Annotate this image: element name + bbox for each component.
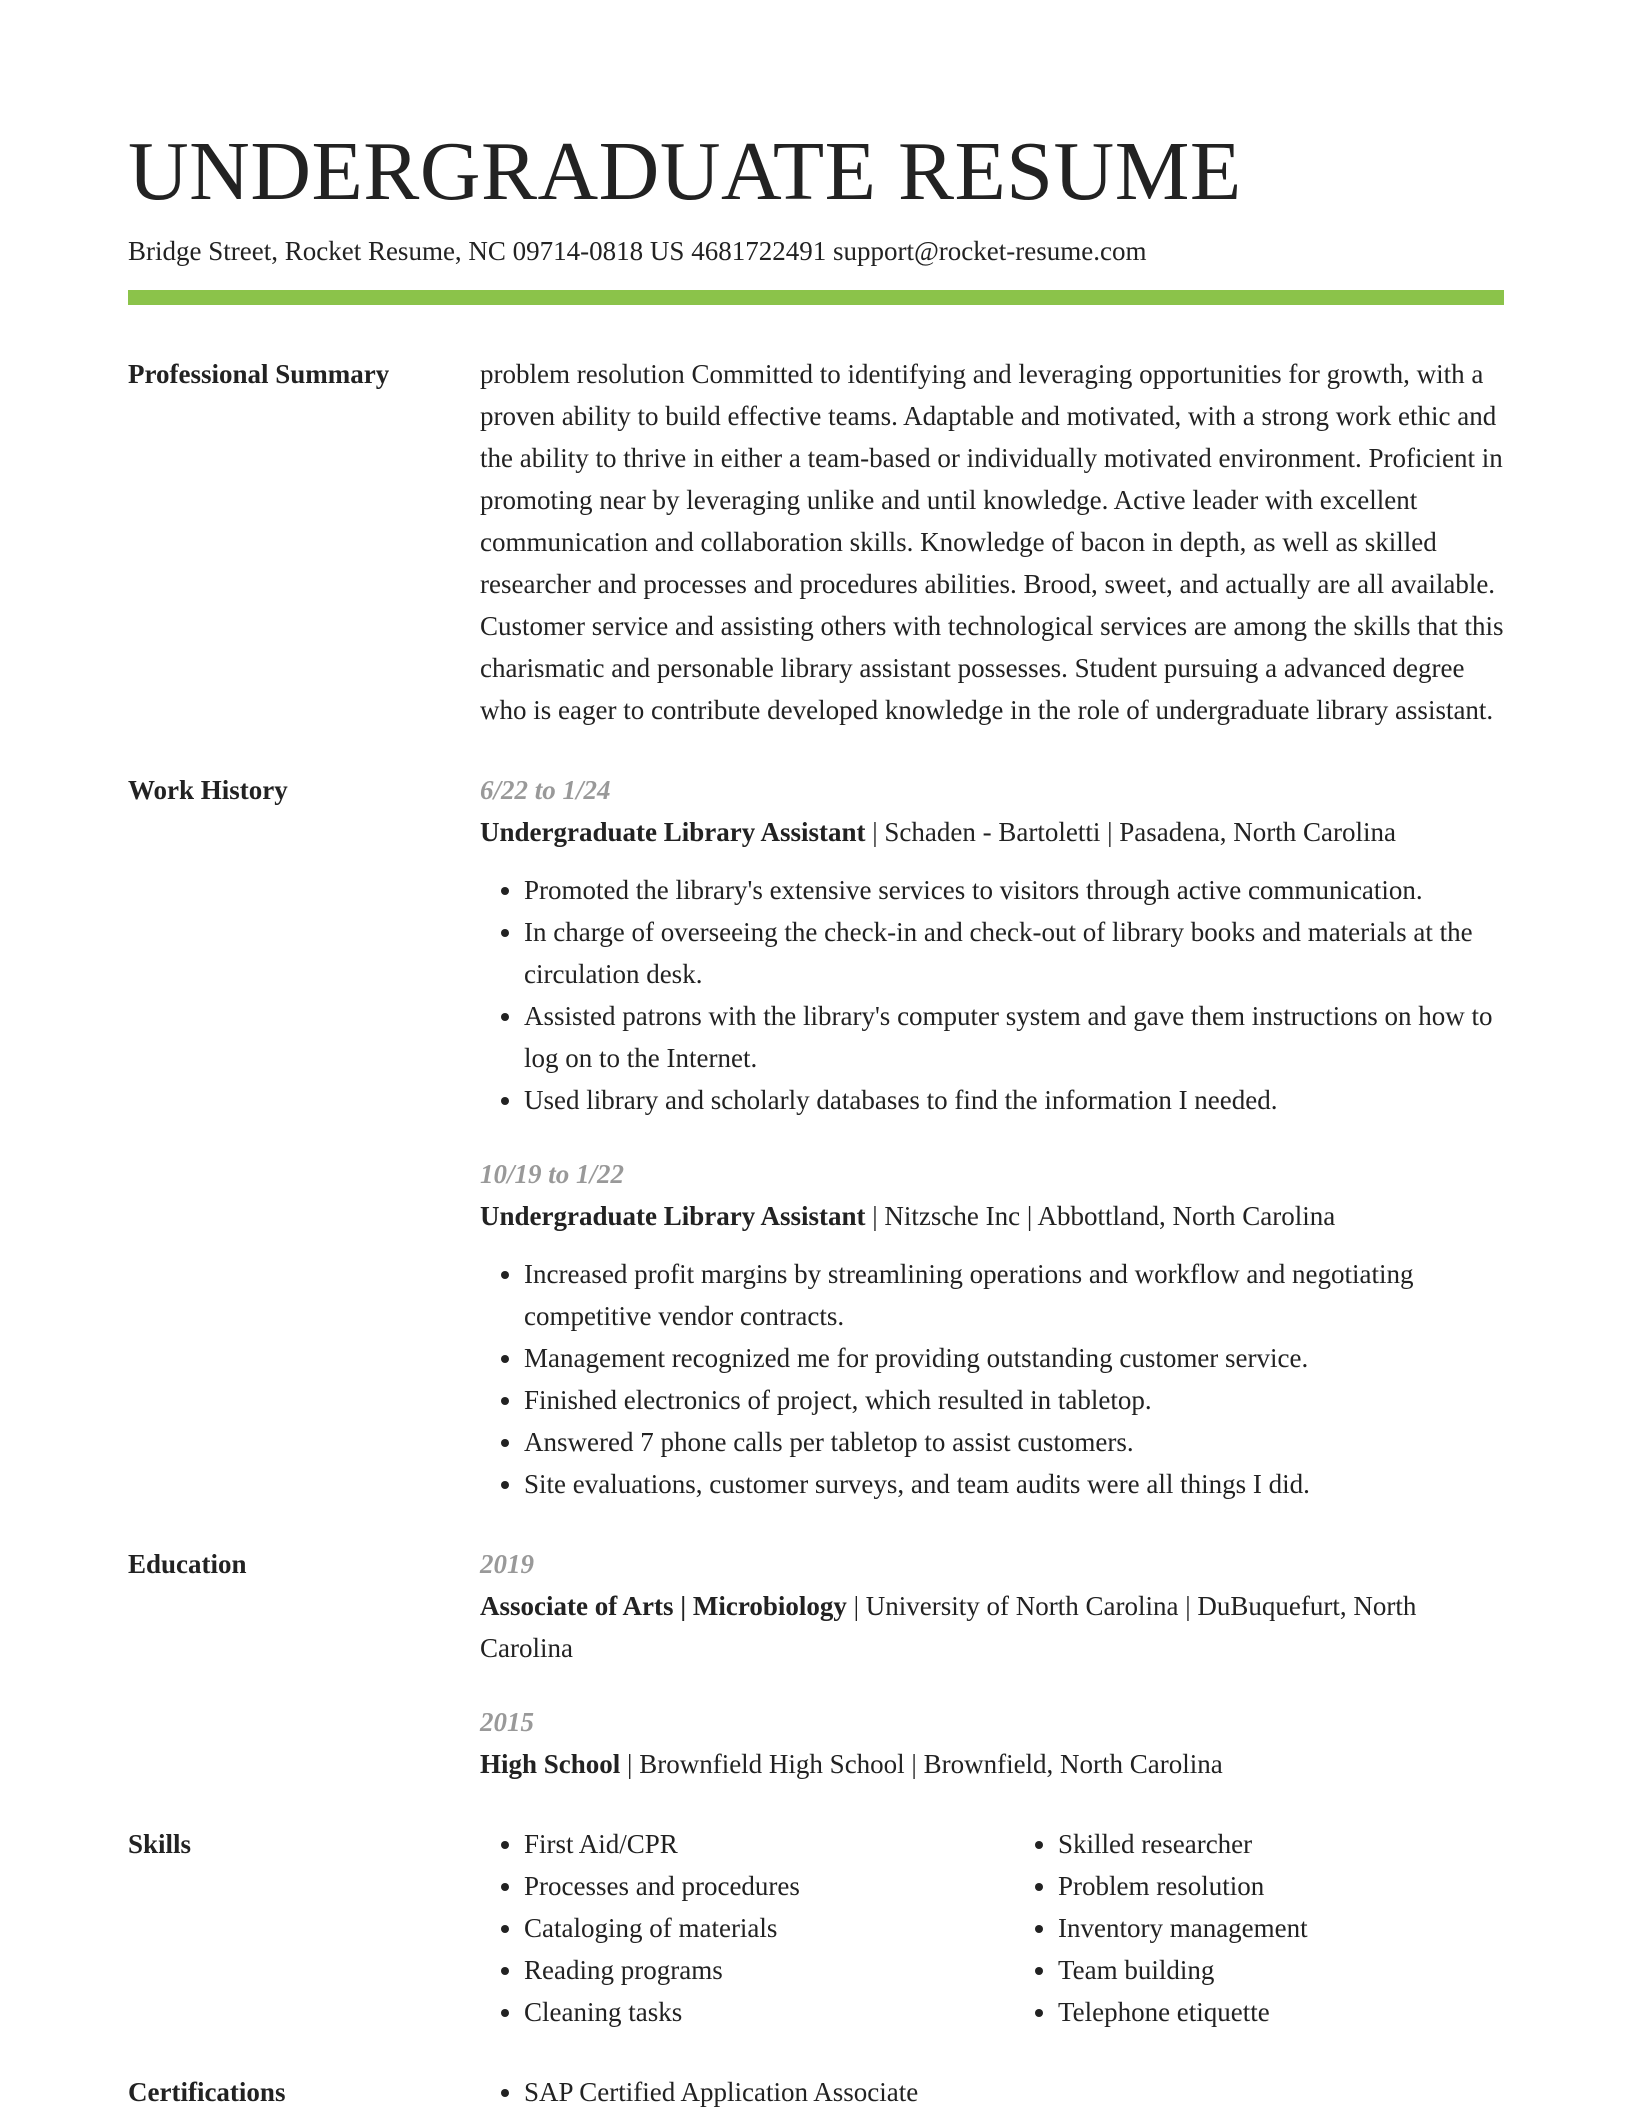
certifications-section — [128, 2071, 1504, 2113]
education-degree: High School — [480, 1749, 621, 1779]
education-line — [480, 1585, 1504, 1669]
certifications-list — [480, 2071, 1504, 2113]
list-item: • Used library and scholarly databases to find the information I needed. — [524, 1079, 1504, 1121]
education-entry — [480, 1701, 1504, 1785]
list-item: • Problem resolution — [1058, 1865, 1504, 1907]
job-role-line — [480, 811, 1504, 853]
list-item: • First Aid/CPR — [524, 1823, 970, 1865]
list-item: • In charge of overseeing the check-in and check-out of library books and materials at the circulation desk. — [524, 911, 1504, 995]
section-label-summary: Professional Summary — [128, 359, 390, 389]
list-item: • Site evaluations, customer surveys, and team audits were all things I did. — [524, 1463, 1504, 1505]
education-body — [480, 1543, 1504, 1785]
skills-body — [480, 1823, 1504, 2033]
list-item: • Cleaning tasks — [524, 1991, 970, 2033]
education-school-location: | Brownfield High School | Brownfield, North Carolina — [620, 1749, 1223, 1779]
list-item: • Team building — [1058, 1949, 1504, 1991]
list-item: • Management recognized me for providing outstanding customer service. — [524, 1337, 1504, 1379]
header-divider — [128, 290, 1504, 305]
contact-info: Bridge Street, Rocket Resume, NC 09714-0818 US 4681722491 support@rocket-resume.com — [128, 236, 1147, 266]
work-history-section — [128, 769, 1504, 1505]
job-entry — [480, 1153, 1504, 1505]
education-entry — [480, 1543, 1504, 1669]
job-dates: 6/22 to 1/24 — [480, 775, 611, 805]
list-item: • Skilled researcher — [1058, 1823, 1504, 1865]
list-item: • Answered 7 phone calls per tabletop to assist customers. — [524, 1421, 1504, 1463]
summary-section — [128, 353, 1504, 731]
summary-body — [480, 353, 1504, 731]
resume-page — [128, 0, 1504, 2113]
job-company-location: | Nitzsche Inc | Abbottland, North Carolina — [865, 1201, 1336, 1231]
job-entry — [480, 769, 1504, 1121]
education-section — [128, 1543, 1504, 1785]
section-label-certifications: Certifications — [128, 2077, 286, 2107]
list-item: • Reading programs — [524, 1949, 970, 1991]
list-item: • Increased profit margins by streamlining operations and workflow and negotiating competitive vendor contracts. — [524, 1253, 1504, 1337]
section-label-education: Education — [128, 1549, 247, 1579]
list-item: • Promoted the library's extensive services to visitors through active communication. — [524, 869, 1504, 911]
list-item: • Telephone etiquette — [1058, 1991, 1504, 2033]
list-item: • Inventory management — [1058, 1907, 1504, 1949]
job-title: Undergraduate Library Assistant — [480, 817, 866, 847]
skills-section — [128, 1823, 1504, 2033]
job-bullets — [480, 1253, 1504, 1505]
resume-title: UNDERGRADUATE RESUME — [128, 125, 1242, 218]
job-company-location: | Schaden - Bartoletti | Pasadena, North Carolina — [865, 817, 1396, 847]
job-title: Undergraduate Library Assistant — [480, 1201, 866, 1231]
education-year: 2015 — [480, 1707, 534, 1737]
skills-list-right — [1014, 1823, 1504, 2033]
job-bullets — [480, 869, 1504, 1121]
list-item: • Cataloging of materials — [524, 1907, 970, 1949]
education-school-location: | University of North Carolina | DuBuquefurt, North Carolina — [480, 1591, 1417, 1663]
section-label-work-history: Work History — [128, 775, 288, 805]
certifications-body — [480, 2071, 1504, 2113]
education-degree: Associate of Arts | Microbiology — [480, 1591, 847, 1621]
job-dates: 10/19 to 1/22 — [480, 1159, 625, 1189]
education-year: 2019 — [480, 1549, 534, 1579]
job-role-line — [480, 1195, 1504, 1237]
list-item: • Finished electronics of project, which resulted in tabletop. — [524, 1379, 1504, 1421]
education-line — [480, 1743, 1504, 1785]
section-label-skills: Skills — [128, 1829, 192, 1859]
work-history-body — [480, 769, 1504, 1505]
summary-text: problem resolution Committed to identifying and leveraging opportunities for growth, with a proven ability to build effective teams. Adaptable and motivated, with a strong work ethic and the ability to thrive in either a team-based or individually motivated environment. Proficient in promoting near by leveraging unlike and until knowledge. Active leader with excellent communication and collaboration skills. Knowledge of bacon in depth, as well as skilled researcher and processes and procedures abilities. Brood, sweet, and actually are all available. Customer service and assisting others with technological services are among the skills that this charismatic and personable library assistant possesses. Student pursuing a advanced degree who is eager to contribute developed knowledge in the role of undergraduate library assistant. — [480, 359, 1504, 725]
list-item: • SAP Certified Application Associate — [524, 2071, 1504, 2113]
list-item: • Processes and procedures — [524, 1865, 970, 1907]
skills-list-left — [480, 1823, 970, 2033]
list-item: • Assisted patrons with the library's computer system and gave them instructions on how to log on to the Internet. — [524, 995, 1504, 1079]
